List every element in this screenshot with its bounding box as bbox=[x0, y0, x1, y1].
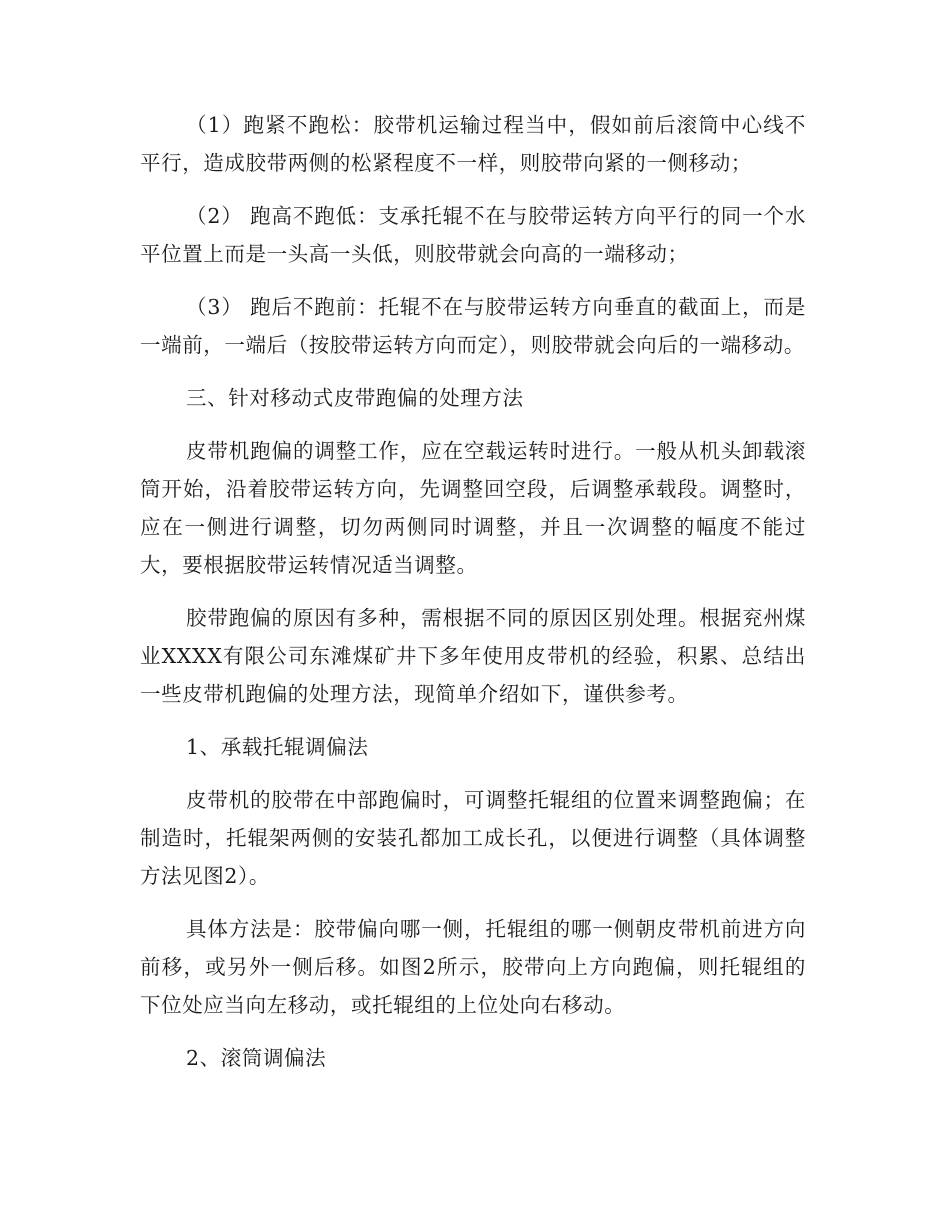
paragraph-specific-method: 具体方法是：胶带偏向哪一侧，托辊组的哪一侧朝皮带机前进方向前移，或另外一侧后移。如图2所示，胶带向上方向跑偏，则托辊组的下位处应当向左移动，或托辊组的上位处向右移动。 bbox=[140, 917, 806, 1017]
section-heading-treatment-methods: 三、针对移动式皮带跑偏的处理方法 bbox=[186, 386, 524, 410]
subheading-drum-method: 2、滚筒调偏法 bbox=[186, 1046, 327, 1070]
document-body bbox=[140, 106, 806, 1092]
paragraph-idler-adjustment: 皮带机的胶带在中部跑偏时，可调整托辊组的位置来调整跑偏；在制造时，托辊架两侧的安装孔都加工成长孔，以便进行调整（具体调整方法见图2）。 bbox=[140, 788, 806, 888]
paragraph-adjustment-work: 皮带机跑偏的调整工作，应在空载运转时进行。一般从机头卸载滚筒开始，沿着胶带运转方向，先调整回空段，后调整承载段。调整时，应在一侧进行调整，切勿两侧同时调整，并且一次调整的幅度不能过大，要根据胶带运转情况适当调整。 bbox=[140, 439, 806, 577]
paragraph-run-high: （2） 跑高不跑低：支承托辊不在与胶带运转方向平行的同一个水平位置上而是一头高一头低，则胶带就会向高的一端移动； bbox=[140, 204, 806, 266]
subheading-idler-method: 1、承载托辊调偏法 bbox=[186, 735, 369, 759]
paragraph-run-back: （3） 跑后不跑前：托辊不在与胶带运转方向垂直的截面上，而是一端前，一端后（按胶带运转方向而定），则胶带就会向后的一端移动。 bbox=[140, 295, 806, 357]
paragraph-run-tight: （1）跑紧不跑松：胶带机运输过程当中，假如前后滚筒中心线不平行，造成胶带两侧的松紧程度不一样，则胶带向紧的一侧移动； bbox=[140, 113, 806, 175]
paragraph-causes: 胶带跑偏的原因有多种，需根据不同的原因区别处理。根据兖州煤业XXXX有限公司东滩煤矿井下多年使用皮带机的经验，积累、总结出一些皮带机跑偏的处理方法，现简单介绍如下，谨供参考。 bbox=[140, 606, 806, 706]
